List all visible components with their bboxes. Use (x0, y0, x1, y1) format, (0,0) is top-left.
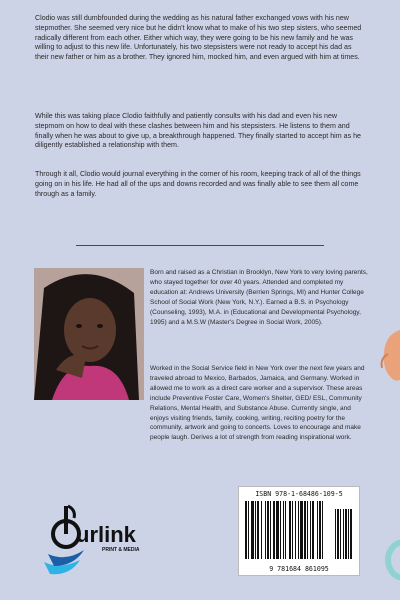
story-paragraph-2: While this was taking place Clodio faithfully and patiently consults with his dad and even his new stepmom on how to deal with these clashes between him and his stepsisters. He listens to them and finally when he was about to give up, a breakthrough happened. They finally started to accept him as he diligently established a relationship with them. (35, 112, 361, 150)
decorative-swirl-icon (378, 540, 400, 580)
author-bio-education: Born and raised as a Christian in Brooklyn, New York to very loving parents, who stayed together for over 40 years. Attended and completed my education at: Andrews University (Berrien Springs, MI) and Hunter College School of Social Work (New York, N.Y.). Earned a B.S. in Psychology (Counseling, 1993), M.A. in (Educational and Developmental Psychology, 1995) and a M.S.W (Master's Degree in Social Work, 2005). (150, 269, 368, 326)
author-bio-career: Worked in the Social Service field in New York over the next few years and traveled abroad to Mexico, Barbados, Jamaica, and Germany. Worked in allowed me to work as a direct care worker and a supervisor. These areas include Preventive Foster Care, Women's Shelter, GED/ ESL, Community Relations, Mental Health, and Substance Abuse. Currently single, and enjoys visiting friends, family, cooking, writing, reciting poetry for the community, artwork and going to concerts. Loves to encourage and make people laugh. Derives a lot of strength from reading inspirational work. (150, 365, 365, 442)
story-paragraph-3: Through it all, Clodio would journal everything in the corner of his room, keeping track of all of the things going on in his life. He had all of the ups and downs recorded and was finally able to see them all come through as a family. (35, 170, 361, 198)
author-portrait-illustration (34, 268, 144, 400)
publisher-logo (40, 500, 152, 580)
isbn-barcode (238, 486, 360, 576)
publisher-name: urlink (76, 522, 136, 547)
section-divider (76, 245, 324, 246)
barcode-bars (245, 501, 353, 559)
cartoon-hand-icon (376, 324, 400, 384)
story-paragraph-1: Clodio was still dumbfounded during the wedding as his natural father exchanged vows with his new stepmother. She seemed very nice but he didn't know what to make of his two step sisters, who seemed radically different from each other. Either which way, they were going to be his new family and he was willing to adjust to this new life. Unfortunately, his two stepsisters were not ready to accept his dad as their new father or him as a brother. They ignored him, mocked him, and even argued with him at times. (35, 14, 362, 62)
author-photo (34, 268, 144, 400)
isbn-digits: 9 781684 861095 (269, 565, 329, 573)
isbn-label: ISBN 978-1-68486-109-5 (255, 490, 343, 498)
publisher-tagline: PRINT & MEDIA (102, 547, 140, 553)
